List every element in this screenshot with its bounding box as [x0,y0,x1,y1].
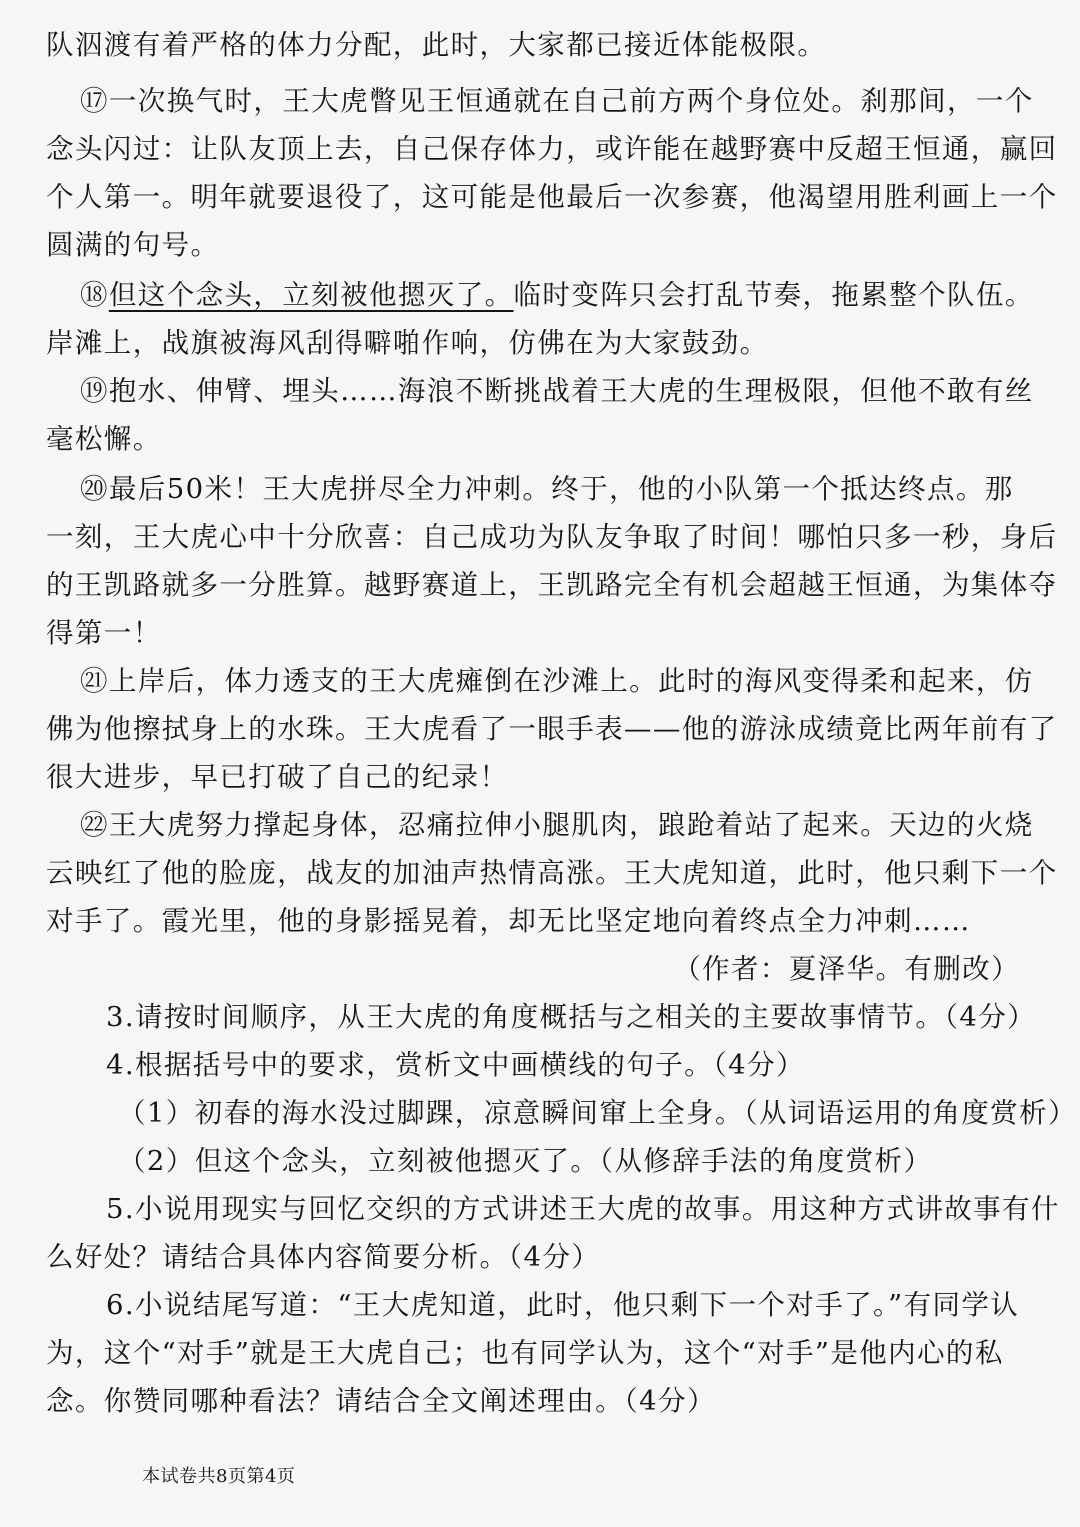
passage-line: ⑰一次换气时，王大虎瞥见王恒通就在自己前方两个身位处。刹那间，一个 [80,85,1034,117]
passage-line: 很大进步，早已打破了自己的纪录！ [46,761,509,793]
paragraph-18-line [80,272,1034,318]
question-5-continued: 么好处？请结合具体内容简要分析。（4分） [46,1241,601,1273]
passage-line: 岸滩上，战旗被海风刮得噼啪作响，仿佛在为大家鼓劲。 [46,327,769,359]
passage-line: 队泅渡有着严格的体力分配，此时，大家都已接近体能极限。 [46,29,827,61]
paragraph-number: ⑱ [80,279,109,311]
passage-line: 一刻，王大虎心中十分欣喜：自己成功为队友争取了时间！哪怕只多一秒，身后 [46,521,1058,553]
question-5: 5.小说用现实与回忆交织的方式讲述王大虎的故事。用这种方式讲故事有什 [106,1193,1060,1225]
question-6-continued: 念。你赞同哪种看法？请结合全文阐述理由。（4分） [46,1385,716,1417]
author-note: （作者：夏泽华。有删改） [673,953,1020,985]
passage-line: 得第一！ [46,617,162,649]
passage-line: ㉑上岸后，体力透支的王大虎瘫倒在沙滩上。此时的海风变得柔和起来，仿 [80,665,1034,697]
passage-line: 对手了。霞光里，他的身影摇晃着，却无比坚定地向着终点全力冲刺…… [46,905,971,937]
passage-text: 临时变阵只会打乱节奏，拖累整个队伍。 [513,279,1034,311]
passage-line: 毫松懈。 [46,423,162,455]
passage-line: 的王凯路就多一分胜算。越野赛道上，王凯路完全有机会超越王恒通，为集体夺 [46,569,1058,601]
passage-line: ⑳最后50米！王大虎拼尽全力冲刺。终于，他的小队第一个抵达终点。那 [80,473,1014,505]
passage-line: ㉒王大虎努力撑起身体，忍痛拉伸小腿肌肉，踉跄着站了起来。天边的火烧 [80,809,1034,841]
passage-line: 圆满的句号。 [46,229,220,261]
passage-line: 云映红了他的脸庞，战友的加油声热情高涨。王大虎知道，此时，他只剩下一个 [46,857,1058,889]
question-6: 6.小说结尾写道：“王大虎知道，此时，他只剩下一个对手了。”有同学认 [106,1289,1020,1321]
question-4-part-2: （2）但这个念头，立刻被他摁灭了。（从修辞手法的角度赏析） [118,1145,933,1177]
question-4-part-1: （1）初春的海水没过脚踝，凉意瞬间窜上全身。（从词语运用的角度赏析） [118,1097,1077,1129]
question-3: 3.请按时间顺序，从王大虎的角度概括与之相关的主要故事情节。（4分） [106,1001,1037,1033]
page-footer: 本试卷共8页第4页 [142,1466,296,1487]
passage-line: 个人第一。明年就要退役了，这可能是他最后一次参赛，他渴望用胜利画上一个 [46,181,1058,213]
passage-line: ⑲抱水、伸臂、埋头……海浪不断挑战着王大虎的生理极限，但他不敢有丝 [80,375,1034,407]
passage-line: 念头闪过：让队友顶上去，自己保存体力，或许能在越野赛中反超王恒通，赢回 [46,133,1058,165]
underlined-sentence: 但这个念头，立刻被他摁灭了。 [108,279,514,311]
question-4: 4.根据括号中的要求，赏析文中画横线的句子。（4分） [106,1049,805,1081]
question-6-continued: 为，这个“对手”就是王大虎自己；也有同学认为，这个“对手”是他内心的私 [46,1337,1004,1369]
passage-line: 佛为他擦拭身上的水珠。王大虎看了一眼手表——他的游泳成绩竟比两年前有了 [46,713,1058,745]
